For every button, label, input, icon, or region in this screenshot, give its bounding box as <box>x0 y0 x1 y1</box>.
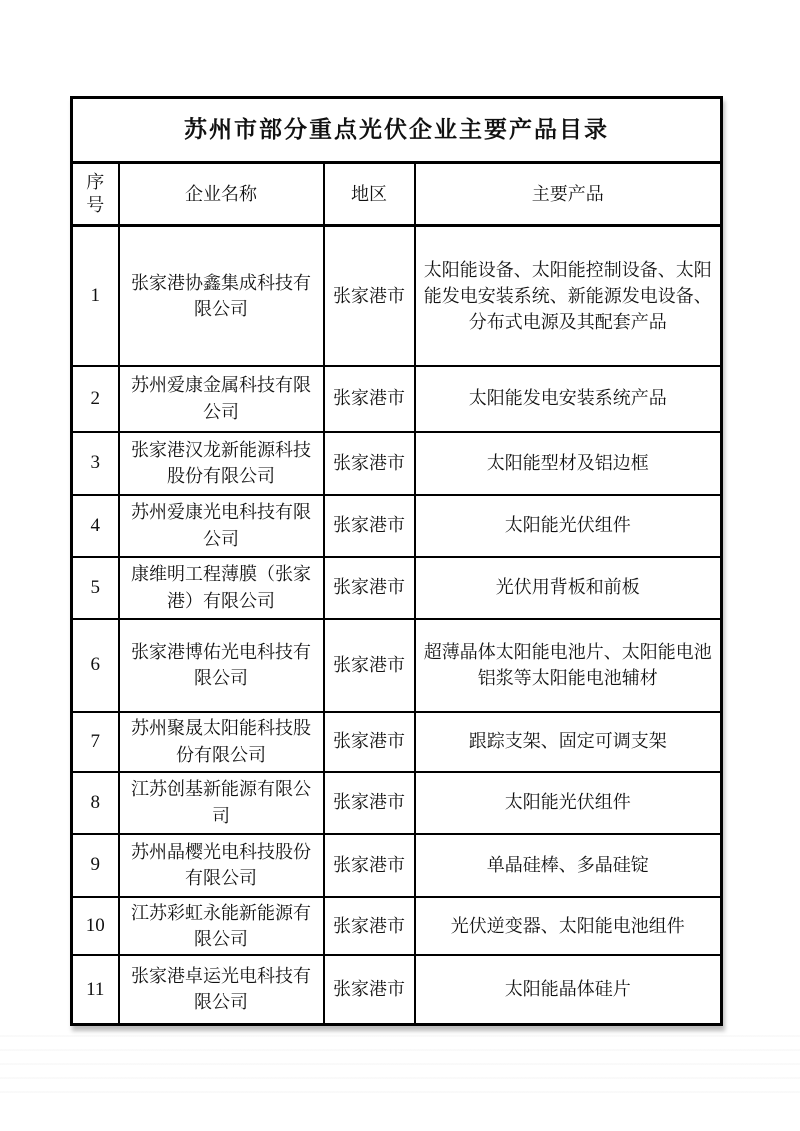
company-cell: 张家港汉龙新能源科技股份有限公司 <box>119 432 324 495</box>
table-row <box>72 834 722 897</box>
serial-cell: 10 <box>72 897 119 955</box>
products-cell: 光伏逆变器、太阳能电池组件 <box>415 897 722 955</box>
column-header-serial: 序号 <box>72 163 119 226</box>
table-row <box>72 772 722 834</box>
products-cell: 超薄晶体太阳能电池片、太阳能电池铝浆等太阳能电池辅材 <box>415 619 722 712</box>
products-cell: 单晶硅棒、多晶硅锭 <box>415 834 722 897</box>
products-cell: 太阳能光伏组件 <box>415 772 722 834</box>
serial-cell: 11 <box>72 955 119 1025</box>
table-row <box>72 366 722 432</box>
company-cell: 苏州晶樱光电科技股份有限公司 <box>119 834 324 897</box>
products-cell: 太阳能晶体硅片 <box>415 955 722 1025</box>
region-cell: 张家港市 <box>324 366 415 432</box>
products-cell: 太阳能型材及铝边框 <box>415 432 722 495</box>
serial-cell: 8 <box>72 772 119 834</box>
region-cell: 张家港市 <box>324 432 415 495</box>
scan-artifact <box>0 1035 800 1105</box>
region-cell: 张家港市 <box>324 495 415 557</box>
serial-cell: 3 <box>72 432 119 495</box>
region-cell: 张家港市 <box>324 557 415 619</box>
company-cell: 江苏创基新能源有限公司 <box>119 772 324 834</box>
company-cell: 苏州聚晟太阳能科技股份有限公司 <box>119 712 324 772</box>
table-row <box>72 557 722 619</box>
table-row <box>72 226 722 366</box>
serial-cell: 5 <box>72 557 119 619</box>
company-cell: 张家港协鑫集成科技有限公司 <box>119 226 324 366</box>
products-cell: 光伏用背板和前板 <box>415 557 722 619</box>
products-cell: 太阳能光伏组件 <box>415 495 722 557</box>
product-directory-table <box>70 96 723 1026</box>
table-row <box>72 955 722 1025</box>
serial-cell: 6 <box>72 619 119 712</box>
company-cell: 苏州爱康金属科技有限公司 <box>119 366 324 432</box>
serial-cell: 1 <box>72 226 119 366</box>
region-cell: 张家港市 <box>324 955 415 1025</box>
serial-cell: 7 <box>72 712 119 772</box>
column-header-region: 地区 <box>324 163 415 226</box>
serial-cell: 4 <box>72 495 119 557</box>
region-cell: 张家港市 <box>324 712 415 772</box>
products-cell: 太阳能发电安装系统产品 <box>415 366 722 432</box>
region-cell: 张家港市 <box>324 834 415 897</box>
company-cell: 苏州爱康光电科技有限公司 <box>119 495 324 557</box>
column-header-company: 企业名称 <box>119 163 324 226</box>
header-row <box>72 163 722 226</box>
table-row <box>72 897 722 955</box>
table-row <box>72 495 722 557</box>
region-cell: 张家港市 <box>324 226 415 366</box>
products-cell: 跟踪支架、固定可调支架 <box>415 712 722 772</box>
products-cell: 太阳能设备、太阳能控制设备、太阳能发电安装系统、新能源发电设备、分布式电源及其配套产品 <box>415 226 722 366</box>
region-cell: 张家港市 <box>324 619 415 712</box>
title-row <box>72 98 722 163</box>
company-cell: 张家港卓运光电科技有限公司 <box>119 955 324 1025</box>
table-row <box>72 619 722 712</box>
region-cell: 张家港市 <box>324 772 415 834</box>
table-title: 苏州市部分重点光伏企业主要产品目录 <box>72 98 722 163</box>
serial-cell: 9 <box>72 834 119 897</box>
table-row <box>72 712 722 772</box>
table-row <box>72 432 722 495</box>
company-cell: 张家港博佑光电科技有限公司 <box>119 619 324 712</box>
column-header-products: 主要产品 <box>415 163 722 226</box>
region-cell: 张家港市 <box>324 897 415 955</box>
company-cell: 康维明工程薄膜（张家港）有限公司 <box>119 557 324 619</box>
table-body <box>72 226 722 1025</box>
company-cell: 江苏彩虹永能新能源有限公司 <box>119 897 324 955</box>
serial-cell: 2 <box>72 366 119 432</box>
